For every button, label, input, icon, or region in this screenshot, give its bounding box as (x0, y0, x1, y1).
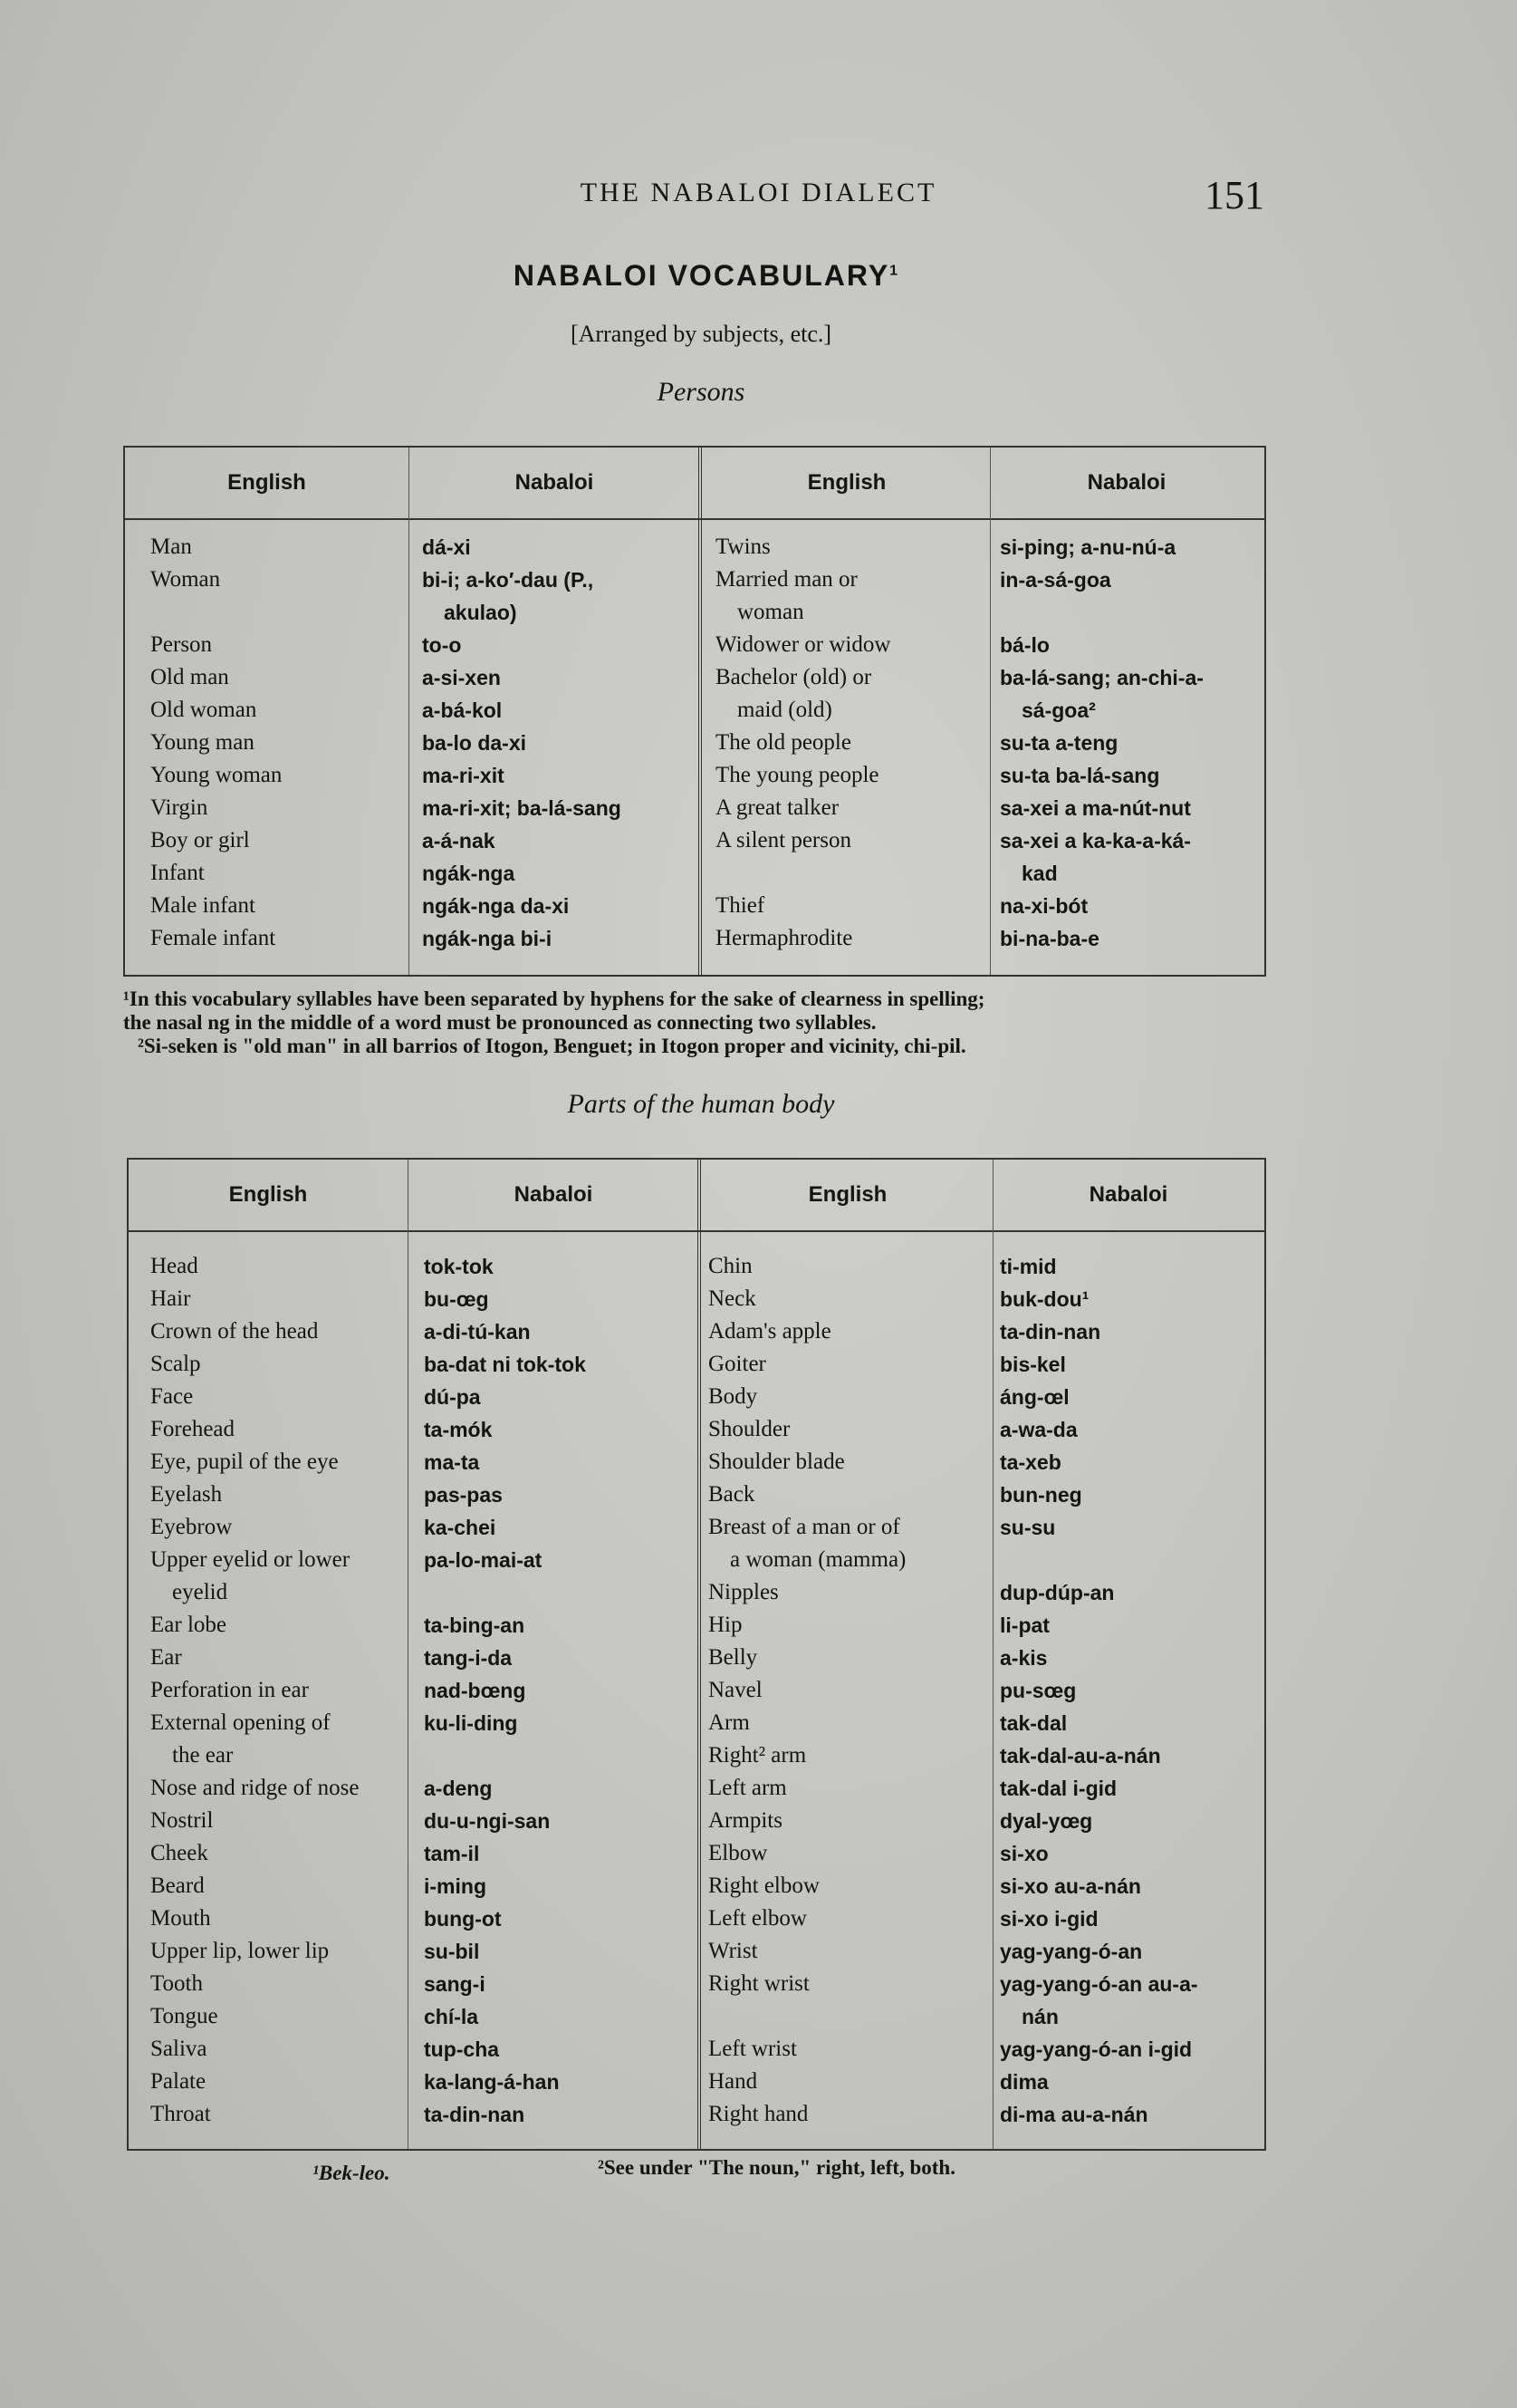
nabaloi-term: sa-xei a ma-nút-nut (1000, 796, 1191, 820)
english-term: Eyelash (150, 1482, 223, 1507)
english-term: Nostril (150, 1808, 214, 1833)
english-term: Throat (150, 2102, 211, 2126)
footnote-1: ¹In this vocabulary syllables have been separated by hyphens for the sake of clearness in spelling; (123, 987, 985, 1010)
english-term: Arm (708, 1710, 750, 1735)
english-term: Armpits (708, 1808, 783, 1833)
english-term: Elbow (708, 1841, 768, 1865)
nabaloi-term: du-u-ngi-san (424, 1809, 551, 1833)
english-term: Perforation in ear (150, 1678, 309, 1702)
english-term: Breast of a man or of a woman (mamma) (708, 1515, 907, 1572)
english-term: Wrist (708, 1939, 758, 1963)
nabaloi-term: si-xo au-a-nán (1000, 1874, 1141, 1898)
english-term: Right elbow (708, 1873, 820, 1898)
section-title-body: Parts of the human body (567, 1089, 835, 1119)
nabaloi-term: ta-bing-an (424, 1613, 525, 1637)
english-term: Old woman (150, 698, 257, 722)
english-term: Forehead (150, 1417, 235, 1441)
col-header: English (808, 1182, 888, 1207)
nabaloi-term: tak-dal i-gid (1000, 1777, 1118, 1800)
english-term: Bachelor (old) or maid (old) (715, 665, 872, 722)
footnote-body-1: ¹Bek-leo. (312, 2162, 390, 2184)
english-term: Shoulder blade (708, 1450, 845, 1474)
nabaloi-term: tup-cha (424, 2037, 500, 2061)
english-term: Hermaphrodite (715, 926, 853, 950)
nabaloi-term: to-o (422, 633, 462, 657)
nabaloi-term: su-su (1000, 1516, 1056, 1539)
nabaloi-term: yag-yang-ó-an i-gid (1000, 2037, 1193, 2061)
english-term: Hip (708, 1613, 743, 1637)
nabaloi-term: ta-xeb (1000, 1450, 1061, 1474)
nabaloi-term: bá-lo (1000, 633, 1050, 657)
english-term: Adam's apple (708, 1319, 831, 1344)
english-term: Saliva (150, 2037, 207, 2061)
header-rule (125, 518, 1264, 520)
nabaloi-term: bu-œg (424, 1287, 489, 1311)
english-term: The young people (715, 763, 879, 787)
english-term: Right² arm (708, 1743, 807, 1767)
nabaloi-term: tok-tok (424, 1255, 494, 1278)
footnote-body-2: ²See under "The noun," right, left, both. (598, 2156, 955, 2179)
english-term: External opening of the ear (150, 1710, 331, 1767)
english-term: A great talker (715, 795, 840, 820)
english-term: Boy or girl (150, 828, 250, 852)
nabaloi-term: ka-lang-á-han (424, 2070, 560, 2094)
nabaloi-term: bis-kel (1000, 1353, 1066, 1376)
english-term: Chin (708, 1254, 753, 1278)
nabaloi-term: su-ta a-teng (1000, 731, 1119, 755)
col-header: Nabaloi (1087, 470, 1167, 495)
nabaloi-term: buk-dou¹ (1000, 1287, 1090, 1311)
english-term: Upper eyelid or lower eyelid (150, 1547, 350, 1604)
english-term: Body (708, 1384, 758, 1409)
nabaloi-term: ngák-nga (422, 862, 515, 885)
col-header: Nabaloi (514, 470, 594, 495)
english-term: Face (150, 1384, 194, 1409)
english-term: Crown of the head (150, 1319, 319, 1344)
nabaloi-term: dú-pa (424, 1385, 481, 1409)
english-term: Female infant (150, 926, 276, 950)
col-header: English (227, 470, 306, 495)
nabaloi-term: pa-lo-mai-at (424, 1548, 542, 1572)
english-term: Eye, pupil of the eye (150, 1450, 339, 1474)
nabaloi-term: dima (1000, 2070, 1049, 2094)
english-term: Hair (150, 1286, 191, 1311)
nabaloi-term: a-deng (424, 1777, 493, 1800)
english-term: Ear lobe (150, 1613, 226, 1637)
nabaloi-term: nad-bœng (424, 1679, 526, 1702)
header-rule (129, 1230, 1264, 1232)
english-term: Cheek (150, 1841, 208, 1865)
english-term: Ear (150, 1645, 182, 1670)
english-term: Virgin (150, 795, 208, 820)
nabaloi-term: áng-œl (1000, 1385, 1070, 1409)
nabaloi-term: bung-ot (424, 1907, 502, 1931)
nabaloi-term: i-ming (424, 1874, 486, 1898)
english-term: Nipples (708, 1580, 779, 1604)
nabaloi-term: ma-ta (424, 1450, 480, 1474)
nabaloi-term: a-á-nak (422, 829, 495, 852)
column-rule-double (698, 448, 702, 975)
english-term: Eyebrow (150, 1515, 233, 1539)
english-term: Back (708, 1482, 755, 1507)
col-header: Nabaloi (514, 1182, 593, 1207)
col-header: English (228, 1182, 308, 1207)
english-term: Scalp (150, 1352, 201, 1376)
arrangement-note: [Arranged by subjects, etc.] (570, 321, 832, 347)
footnote-1-cont: the nasal ng in the middle of a word must be pronounced as connecting two syllables. (123, 1011, 877, 1034)
english-term: Shoulder (708, 1417, 791, 1441)
nabaloi-term: dyal-yœg (1000, 1809, 1093, 1833)
english-term: Navel (708, 1678, 763, 1702)
nabaloi-term: in-a-sá-goa (1000, 568, 1111, 592)
col-header: Nabaloi (1089, 1182, 1168, 1207)
nabaloi-term: na-xi-bót (1000, 894, 1089, 918)
english-term: Hand (708, 2069, 758, 2094)
nabaloi-term: tak-dal (1000, 1711, 1068, 1735)
english-term: Man (150, 535, 192, 559)
english-term: Tooth (150, 1971, 203, 1996)
english-term: Belly (708, 1645, 758, 1670)
vocabulary-title: NABALOI VOCABULARY$^1$ (513, 259, 900, 292)
english-term: Young man (150, 730, 254, 755)
section-title-persons: Persons (657, 377, 745, 407)
nabaloi-term: tang-i-da (424, 1646, 513, 1670)
english-term: Male infant (150, 893, 255, 918)
nabaloi-term: ba-lá-sang; an-chi-a- sá-goa² (1000, 666, 1204, 722)
nabaloi-term: chí-la (424, 2005, 479, 2028)
column-rule-double (697, 1160, 701, 2149)
nabaloi-term: sa-xei a ka-ka-a-ká- kad (1000, 829, 1191, 885)
english-term: Left wrist (708, 2037, 797, 2061)
nabaloi-term: si-ping; a-nu-nú-a (1000, 535, 1176, 559)
english-term: Young woman (150, 763, 283, 787)
english-term: Infant (150, 861, 205, 885)
nabaloi-term: ka-chei (424, 1516, 496, 1539)
nabaloi-term: ma-ri-xit (422, 764, 504, 787)
english-term: Head (150, 1254, 198, 1278)
nabaloi-term: pu-sœg (1000, 1679, 1077, 1702)
body-parts-table (127, 1158, 1266, 2151)
english-term: Beard (150, 1873, 205, 1898)
nabaloi-term: su-ta ba-lá-sang (1000, 764, 1160, 787)
english-term: Neck (708, 1286, 756, 1311)
nabaloi-term: bun-neg (1000, 1483, 1082, 1507)
nabaloi-term: di-ma au-a-nán (1000, 2103, 1148, 2126)
nabaloi-term: yag-yang-ó-an (1000, 1940, 1143, 1963)
english-term: Person (150, 632, 213, 657)
english-term: Upper lip, lower lip (150, 1939, 330, 1963)
nabaloi-term: a-wa-da (1000, 1418, 1078, 1441)
english-term: Married man or woman (715, 567, 858, 624)
nabaloi-term: sang-i (424, 1972, 485, 1996)
english-term: Goiter (708, 1352, 766, 1376)
nabaloi-term: bi-na-ba-e (1000, 927, 1099, 950)
english-term: Right hand (708, 2102, 809, 2126)
nabaloi-term: yag-yang-ó-an au-a- nán (1000, 1972, 1198, 2028)
column-rule (993, 1160, 994, 2149)
english-term: Old man (150, 665, 229, 689)
english-term: Widower or widow (715, 632, 891, 657)
nabaloi-term: pas-pas (424, 1483, 503, 1507)
english-term: Left arm (708, 1776, 787, 1800)
english-term: Woman (150, 567, 221, 592)
nabaloi-term: a-bá-kol (422, 698, 503, 722)
nabaloi-term: tam-il (424, 1842, 480, 1865)
english-term: Mouth (150, 1906, 211, 1931)
nabaloi-term: ba-dat ni tok-tok (424, 1353, 586, 1376)
col-header: English (807, 470, 887, 495)
english-term: The old people (715, 730, 851, 755)
nabaloi-term: ngák-nga bi-i (422, 927, 552, 950)
nabaloi-term: ma-ri-xit; ba-lá-sang (422, 796, 621, 820)
nabaloi-term: bi-i; a-ko′-dau (P., akulao) (422, 568, 594, 624)
column-rule (408, 448, 409, 975)
english-term: Twins (715, 535, 771, 559)
nabaloi-term: a-kis (1000, 1646, 1048, 1670)
english-term: Tongue (150, 2004, 218, 2028)
nabaloi-term: su-bil (424, 1940, 480, 1963)
nabaloi-term: dup-dúp-an (1000, 1581, 1115, 1604)
footnote-2: ²Si-seken is "old man" in all barrios of Itogon, Benguet; in Itogon proper and vicinity, chi-pil. (138, 1035, 966, 1057)
page-number: 151 (1205, 173, 1264, 217)
nabaloi-term: ta-mók (424, 1418, 493, 1441)
english-term: A silent person (715, 828, 851, 852)
nabaloi-term: ngák-nga da-xi (422, 894, 570, 918)
nabaloi-term: li-pat (1000, 1613, 1050, 1637)
persons-table (123, 446, 1266, 977)
nabaloi-term: si-xo i-gid (1000, 1907, 1099, 1931)
nabaloi-term: tak-dal-au-a-nán (1000, 1744, 1161, 1767)
nabaloi-term: ta-din-nan (424, 2103, 525, 2126)
nabaloi-term: a-si-xen (422, 666, 501, 689)
nabaloi-term: ku-li-ding (424, 1711, 518, 1735)
nabaloi-term: si-xo (1000, 1842, 1049, 1865)
nabaloi-term: ba-lo da-xi (422, 731, 527, 755)
english-term: Nose and ridge of nose (150, 1776, 360, 1800)
nabaloi-term: ti-mid (1000, 1255, 1057, 1278)
english-term: Right wrist (708, 1971, 810, 1996)
running-head: THE NABALOI DIALECT (580, 178, 937, 207)
column-rule (990, 448, 991, 975)
english-term: Left elbow (708, 1906, 807, 1931)
nabaloi-term: dá-xi (422, 535, 471, 559)
english-term: Palate (150, 2069, 206, 2094)
nabaloi-term: a-di-tú-kan (424, 1320, 531, 1344)
english-term: Thief (715, 893, 765, 918)
nabaloi-term: ta-din-nan (1000, 1320, 1101, 1344)
